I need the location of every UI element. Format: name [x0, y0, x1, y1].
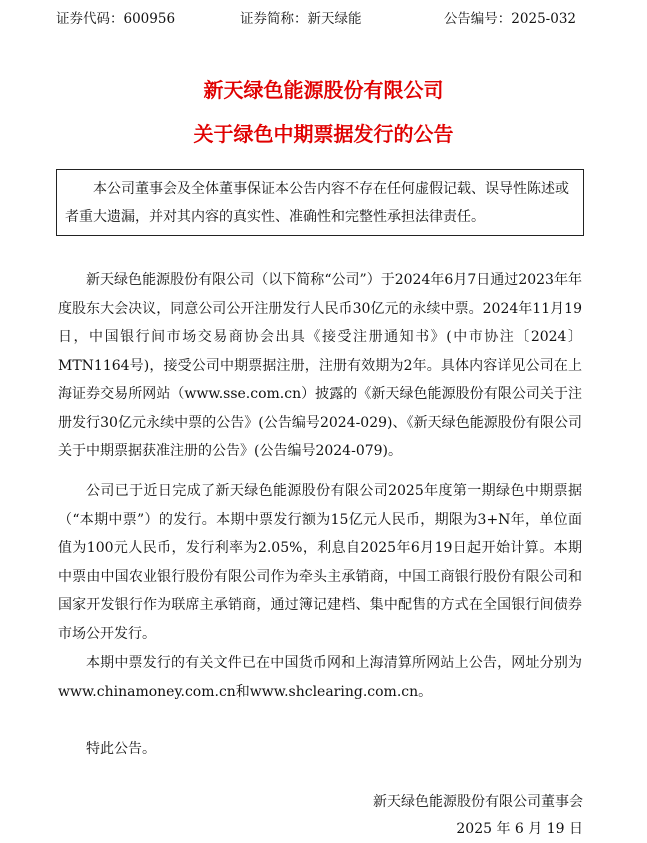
paragraph-issuance [58, 477, 582, 648]
announcement-number: 公告编号：2025-032 [443, 11, 576, 27]
paragraph-text: 特此公告。 [86, 741, 156, 757]
company-title: 新天绿色能源股份有限公司 [203, 78, 444, 102]
paragraph-text: 本期中票发行的有关文件已在中国货币网和上海清算所网站上公告，网址分别为www.chinamoney.com.cn和www.shclearing.com.cn。 [58, 655, 582, 700]
paragraph-documents [58, 649, 582, 706]
announcement-title: 关于绿色中期票据发行的公告 [193, 122, 454, 146]
paragraph-closing [58, 735, 582, 764]
signature-company: 新天绿色能源股份有限公司董事会 [373, 794, 583, 810]
paragraph-registration [58, 266, 582, 466]
stock-code: 证券代码：600956 [56, 11, 176, 27]
paragraph-text: 公司已于近日完成了新天绿色能源股份有限公司2025年度第一期绿色中期票据（“本期中票”）的发行。本期中票发行额为15亿元人民币，期限为3+N年，单位面值为100元人民币，发行利率为2.05%，利息自2025年6月19日起开始计算。本期中票由中国农业银行股份有限公司作为牵头主承销商，中国工商银行股份有限公司和国家开发银行作为联席主承销商，通过簿记建档、集中配售的方式在全国银行间债券市场公开发行。 [58, 483, 582, 642]
stock-abbreviation: 证券简称：新天绿能 [240, 11, 362, 27]
board-statement-box [56, 169, 584, 236]
document-header [56, 9, 576, 29]
signature-date: 2025 年 6 月 19 日 [456, 821, 583, 837]
paragraph-text: 新天绿色能源股份有限公司（以下简称“公司”）于2024年6月7日通过2023年年度股东大会决议，同意公司公开注册发行人民币30亿元的永续中票。2024年11月19日，中国银行间市场交易商协会出具《接受注册通知书》(中市协注〔2024〕MTN1164号)，接受公司中期票据注册，注册有效期为2年。具体内容详见公司在上海证券交易所网站（www.sse.com.cn）披露的《新天绿色能源股份有限公司关于注册发行30亿元永续中票的公告》(公告编号2024-029)、《新天绿色能源股份有限公司关于中期票据获准注册的公告》(公告编号2024-079)。 [58, 272, 582, 459]
board-statement: 本公司董事会及全体董事保证本公告内容不存在任何虚假记载、误导性陈述或者重大遗漏，并对其内容的真实性、准确性和完整性承担法律责任。 [65, 181, 569, 225]
